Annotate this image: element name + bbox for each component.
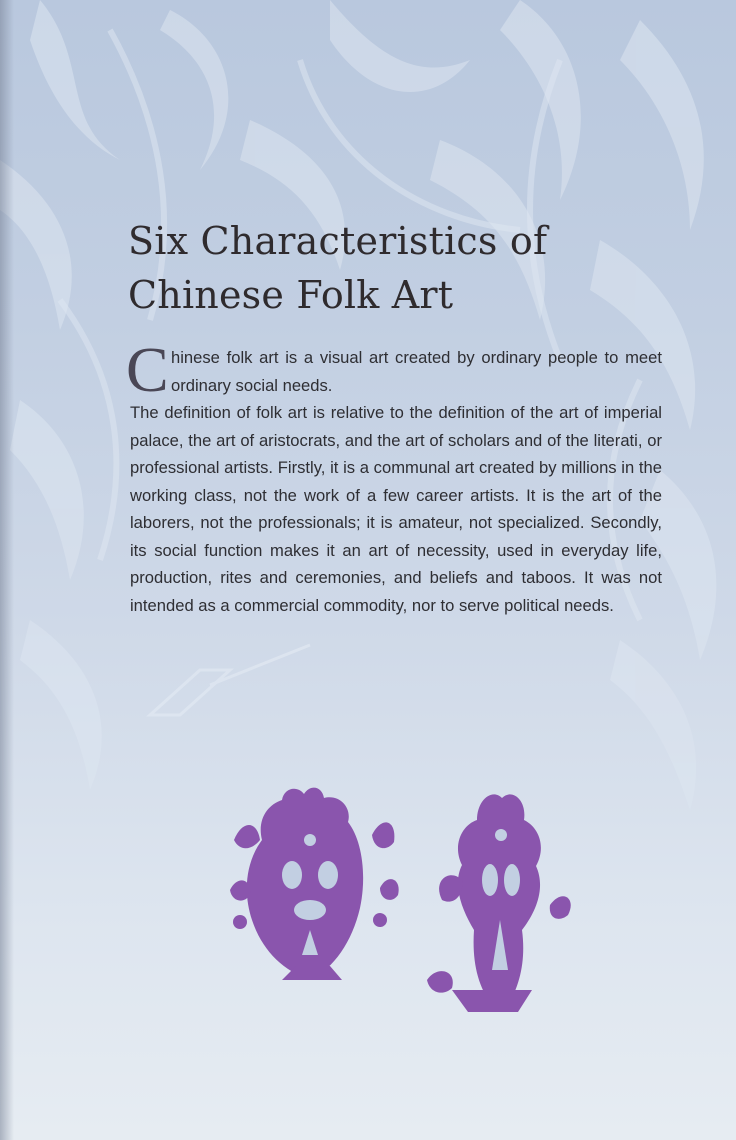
title-line-2: Chinese Folk Art [128,273,454,317]
publisher-watermark [140,640,320,720]
lead-text: hinese folk art is a visual art created by ordinary people to meet ordinary social needs. [171,348,662,395]
drop-cap: C [126,334,169,405]
title-line-1: Six Characteristics of [128,219,548,263]
lead-paragraph [126,334,662,405]
paper-cut-flower-vase-icon [230,788,399,980]
binding-shadow [0,0,14,1140]
page-title [128,214,688,322]
paper-cut-orchid-icon [427,794,572,1012]
body-text [126,334,662,619]
paper-cut-illustrations [222,780,572,1012]
main-paragraph: The definition of folk art is relative to the definition of the art of imperial palace, the art of aristocrats, and the art of scholars and of the literati, or professional artists. Firstly, it is a communal art created by millions in the working class, not the work of a few career artists. It is the art of the laborers, not the professionals; it is amateur, not specialized. Secondly, its social function makes it an art of necessity, used in everyday life, production, rites and ceremonies, and beliefs and taboos. It was not intended as a commercial commodity, nor to serve political needs. [130,403,662,615]
